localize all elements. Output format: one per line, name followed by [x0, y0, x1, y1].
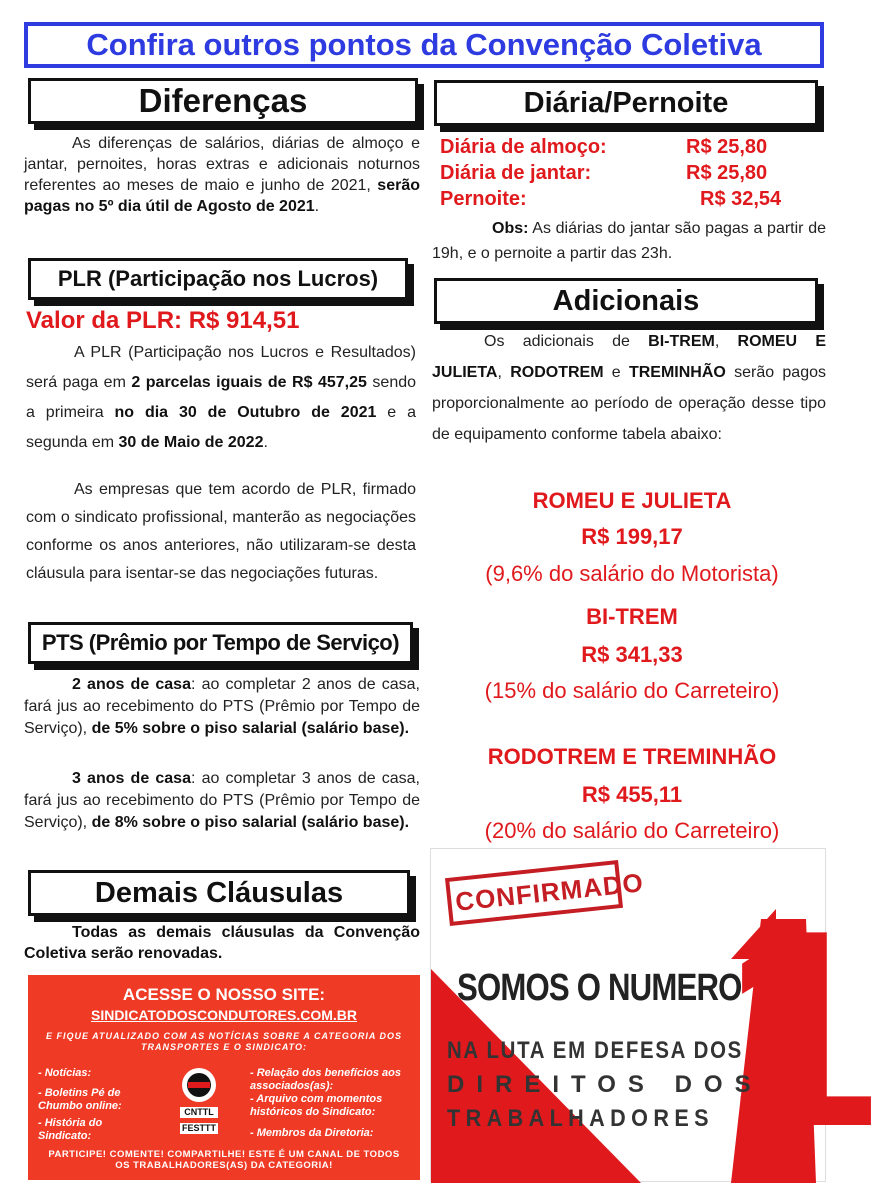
- pts-paragraph-2: 3 anos de casa: ao completar 3 anos de casa, fará jus ao recebimento do PTS (Prêmio por Tempo de Serviço), de 8% sobre o piso salarial (salário base).: [24, 770, 421, 831]
- site-subheading: E FIQUE ATUALIZADO COM AS NOTÍCIAS SOBRE A CATEGORIA DOS TRANSPORTES E O SINDICATO:: [45, 1031, 402, 1052]
- plr-paragraph-run: .: [263, 434, 268, 451]
- diaria-obs: Obs: As diárias do jantar são pagas a partir de 19h, e o pernoite a partir das 23h.: [432, 220, 826, 262]
- adicionais-intro: [432, 326, 826, 450]
- adicionais-intro-run: TREMINHÃO: [628, 364, 726, 381]
- diaria-label-jantar: Diária de jantar:: [440, 162, 592, 184]
- demais-heading: Demais Cláusulas: [28, 870, 410, 916]
- site-item-diretoria: - Membros da Diretoria:: [250, 1127, 374, 1139]
- plr-paragraph-run: no dia 30 de Outubro de 2021: [114, 404, 377, 421]
- adicional-name-rodotrem: RODOTREM E TREMINHÃO: [487, 744, 777, 769]
- plr-paragraph-run: A PLR (Participação nos Lucros e Resultados) será paga em: [26, 344, 416, 391]
- site-promo-box: [28, 975, 420, 1180]
- plr-value: Valor da PLR: R$ 914,51: [26, 307, 300, 334]
- adicionais-intro-run: RODOTREM: [510, 364, 604, 381]
- adicional-value-bitrem: R$ 341,33: [581, 642, 683, 667]
- adicional-pct-bitrem: (15% do salário do Carreteiro): [484, 678, 780, 703]
- plr-heading: PLR (Participação nos Lucros): [28, 258, 408, 300]
- diferencas-heading: Diferenças: [28, 78, 418, 124]
- diaria-label-pernoite: Pernoite:: [440, 188, 527, 210]
- adicionais-intro-run: serão pagos proporcionalmente ao período de operação desse tipo de equipamento conforme tabela abaixo:: [432, 364, 827, 443]
- site-heading: ACESSE O NOSSO SITE:: [122, 985, 326, 1004]
- adicional-value-rodotrem: R$ 455,11: [581, 782, 683, 807]
- union-logo: [178, 1063, 220, 1135]
- diaria-value-almoco: R$ 25,80: [686, 136, 768, 158]
- plr-paragraph-run: 30 de Maio de 2022: [118, 434, 264, 451]
- site-url[interactable]: SINDICATODOSCONDUTORES.COM.BR: [90, 1007, 357, 1023]
- plr-paragraph-run: e a segunda em: [26, 404, 417, 451]
- site-item-historia: - História do Sindicato:: [38, 1117, 103, 1142]
- banner-line-3: TRABALHADORES: [447, 1105, 715, 1132]
- adicionais-intro-run: BI-TREM: [648, 333, 715, 350]
- banner-line-1: NA LUTA EM DEFESA DOS: [447, 1037, 743, 1064]
- logo-text-festtt: FESTTT: [182, 1123, 216, 1133]
- adicionais-intro-run: ROMEU E JULIETA: [432, 333, 827, 381]
- demais-text: Todas as demais cláusulas da Convenção Coletiva serão renovadas.: [24, 924, 420, 962]
- banner-stamp: CONFIRMADO: [453, 867, 646, 917]
- site-footer: PARTICIPE! COMENTE! COMPARTILHE! ESTE É UM CANAL DE TODOS OS TRABALHADORES(AS) DA CATEGORIA!: [48, 1149, 400, 1171]
- logo-text-cnttl: CNTTL: [184, 1107, 214, 1117]
- adicionais-intro-run: Os adicionais de: [484, 333, 649, 350]
- site-item-boletins: - Boletins Pé de Chumbo online:: [38, 1087, 122, 1112]
- plr-paragraph-2: As empresas que tem acordo de PLR, firmado com o sindicato profissional, manterão as negociações conforme os anos anteriores, não utilizaram-se desta cláusula para isentar-se das negociações futuras.: [26, 481, 416, 582]
- adicional-name-romeu: ROMEU E JULIETA: [532, 488, 732, 513]
- adicional-name-bitrem: BI-TREM: [586, 604, 678, 629]
- diferencas-text: As diferenças de salários, diárias de almoço e jantar, pernoites, horas extras e adicionais noturnos referentes ao meses de maio e junho de 2021, serão pagas no 5º dia útil de Agosto de 2021.: [24, 135, 420, 215]
- adicionais-intro-run: ,: [497, 364, 511, 381]
- diaria-value-pernoite: R$ 32,54: [700, 188, 782, 210]
- adicionais-heading: Adicionais: [434, 278, 818, 324]
- plr-paragraph-run: 2 parcelas iguais de R$ 457,25: [131, 374, 367, 391]
- diaria-label-almoco: Diária de almoço:: [440, 136, 607, 158]
- diaria-value-jantar: R$ 25,80: [686, 162, 768, 184]
- diaria-heading: Diária/Pernoite: [434, 80, 818, 126]
- banner-line-2: DIREITOS DOS: [447, 1071, 763, 1098]
- adicional-pct-rodotrem: (20% do salário do Carreteiro): [484, 818, 780, 843]
- site-item-arquivo: - Arquivo com momentos históricos do Sindicato:: [250, 1093, 383, 1118]
- plr-paragraph-run: sendo a primeira: [26, 374, 417, 421]
- site-item-beneficios: - Relação dos benefícios aos associados(as):: [250, 1067, 401, 1092]
- page-title: Confira outros pontos da Convenção Coletiva: [24, 22, 824, 68]
- adicional-pct-romeu: (9,6% do salário do Motorista): [485, 561, 779, 586]
- pts-paragraph-1: 2 anos de casa: ao completar 2 anos de casa, fará jus ao recebimento do PTS (Prêmio por Tempo de Serviço), de 5% sobre o piso salarial (salário base).: [24, 676, 421, 737]
- adicional-value-romeu: R$ 199,17: [581, 524, 683, 549]
- plr-paragraph-1: [26, 338, 416, 458]
- site-item-noticias: - Notícias:: [38, 1067, 92, 1079]
- pts-heading: PTS (Prêmio por Tempo de Serviço): [28, 622, 413, 664]
- banner-number: 1: [723, 873, 879, 1185]
- adicionais-intro-run: e: [603, 364, 629, 381]
- banner-headline: SOMOS O NUMERO: [457, 967, 742, 1009]
- adicionais-intro-run: ,: [714, 333, 738, 350]
- numero-um-banner: [430, 848, 879, 1185]
